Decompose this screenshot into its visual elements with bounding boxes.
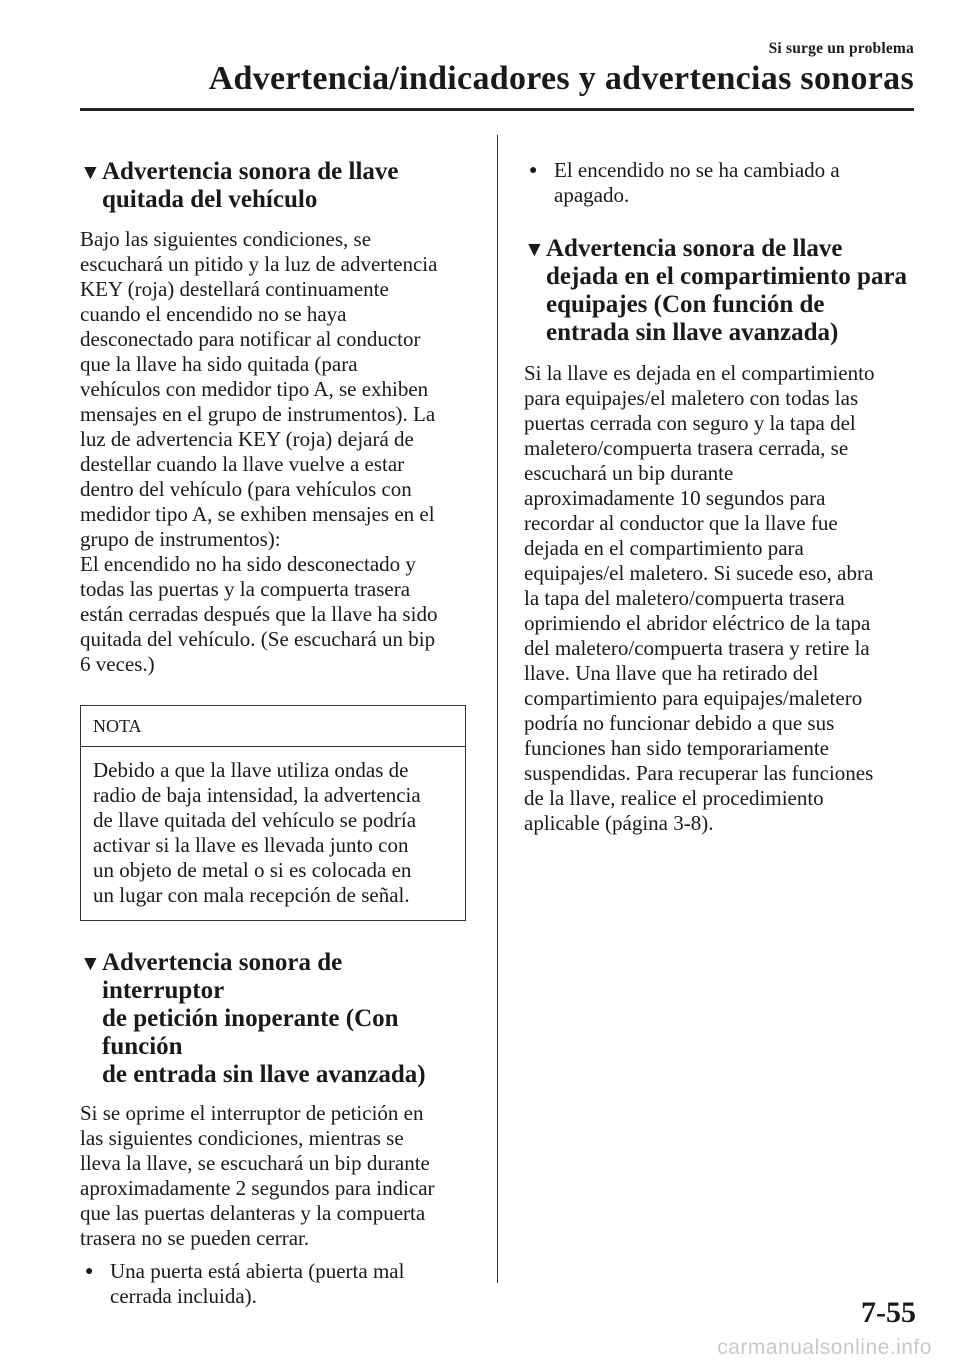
header-rule [80, 108, 914, 111]
bullet-dot-icon: ● [529, 163, 538, 178]
watermark: carmanualsonline.info [717, 1336, 932, 1359]
section-title-line: equipajes (Con función de [546, 291, 825, 318]
left-column [80, 158, 470, 1309]
section-title-line: de petición inoperante (Con función [102, 1005, 399, 1060]
bullet-dot-icon: ● [85, 1264, 94, 1279]
section-title-key-removed [80, 158, 470, 214]
list-item: ● Una puerta está abierta (puerta mal cerrada incluida). [80, 1259, 470, 1309]
section-title-line: entrada sin llave avanzada) [546, 319, 839, 346]
page-number: 7-55 [861, 1296, 916, 1329]
note-box [80, 705, 466, 921]
section-title-line: Advertencia sonora de llave [546, 235, 843, 262]
right-column [524, 158, 916, 836]
section-body-key-in-trunk: Si la llave es dejada en el compartimiento para equipajes/el maletero con todas las puertas cerrada con seguro y la tapa del maletero/compuerta trasera cerrada, se escuchará un bip durante aproximadamente 10 segundos para recordar al conductor que la llave fue dejada en el compartimiento para equipajes/el maletero. Si sucede eso, abra la tapa del maletero/compuerta trasera oprimiendo el abridor eléctrico de la tapa del maletero/compuerta trasera y retire la llave. Una llave que ha retirado del compartimiento para equipajes/maletero podría no funcionar debido a que sus funciones han sido temporariamente suspendidas. Para recuperar las funciones de la llave, realice el procedimiento aplicable (página 3-8). [524, 361, 875, 835]
column-divider [497, 135, 498, 1283]
triangle-down-icon: ▼ [80, 951, 101, 975]
note-body: Debido a que la llave utiliza ondas de radio de baja intensidad, la advertencia de llave quitada del vehículo se podría activar si la llave es llevada junto con un objeto de metal o si es colocada en un lugar con mala recepción de señal. [93, 758, 421, 907]
triangle-down-icon: ▼ [524, 237, 545, 261]
section-title-request-switch [80, 949, 470, 1089]
header-title: Advertencia/indicadores y advertencias sonoras [208, 60, 914, 97]
section-title-line: de entrada sin llave avanzada) [102, 1061, 426, 1088]
section-title-line: dejada en el compartimiento para [546, 263, 908, 290]
section-title-line: Advertencia sonora de interruptor [102, 949, 343, 1004]
section-title-key-in-trunk [524, 235, 916, 347]
list-item: ● El encendido no se ha cambiado a apagado. [524, 158, 916, 208]
section-title-line: quitada del vehículo [102, 186, 318, 213]
section-body-key-removed: Bajo las siguientes condiciones, se escuchará un pitido y la luz de advertencia KEY (roja) destellará continuamente cuando el encendido no se haya desconectado para notificar al conductor que la llave ha sido quitada (para vehículos con medidor tipo A, se exhiben mensajes en el grupo de instrumentos). La luz de advertencia KEY (roja) dejará de destellar cuando la llave vuelve a estar dentro del vehículo (para vehículos con medidor tipo A, se exhiben mensajes en el grupo de instrumentos): El encendido no ha sido desconectado y todas las puertas y la compuerta trasera están cerradas después que la llave ha sido quitada del vehículo. (Se escuchará un bip 6 veces.) [80, 227, 438, 676]
triangle-down-icon: ▼ [80, 160, 101, 184]
header-section-label: Si surge un problema [768, 40, 914, 57]
section-body-request-switch: Si se oprime el interruptor de petición en las siguientes condiciones, mientras se lleva la llave, se escuchará un bip durante aproximadamente 2 segundos para indicar que las puertas delanteras y la compuerta trasera no se pueden cerrar. [80, 1101, 435, 1250]
note-label: NOTA [81, 706, 465, 747]
section-title-line: Advertencia sonora de llave [102, 158, 399, 185]
